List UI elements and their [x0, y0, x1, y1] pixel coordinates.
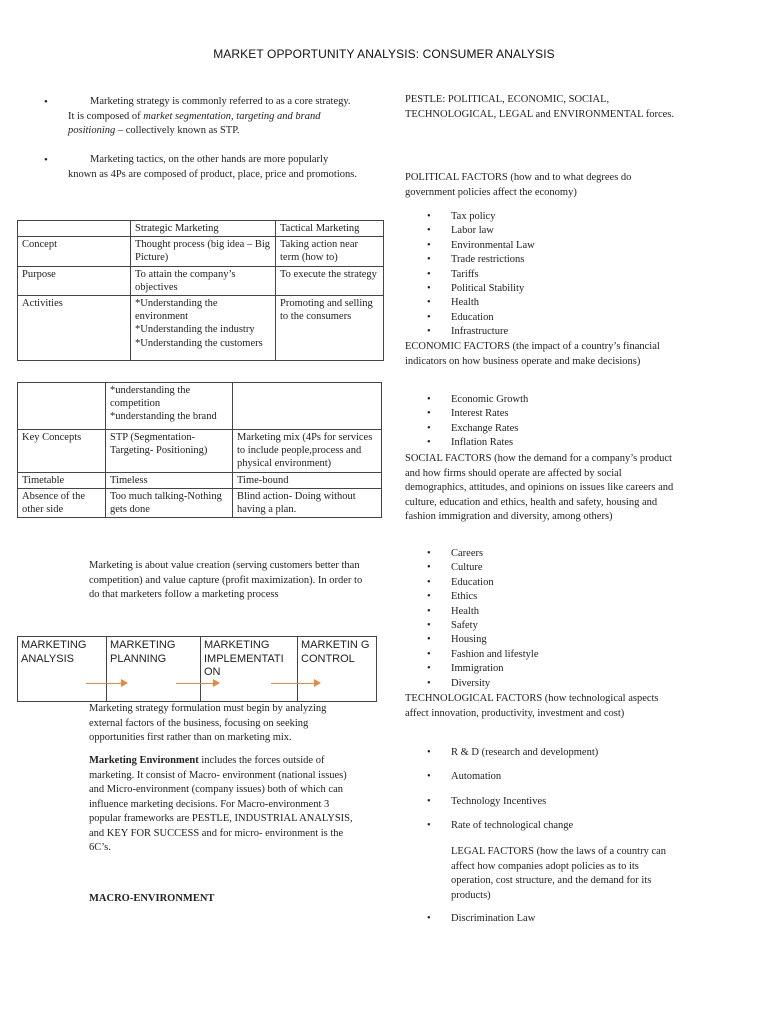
- political-list: [427, 210, 535, 340]
- economic-list: [427, 393, 528, 451]
- process-step-planning: MARKETING PLANNING: [107, 637, 201, 701]
- marketing-process-diagram: [17, 636, 377, 702]
- process-step-analysis: MARKETING ANALYSIS: [18, 637, 107, 701]
- list-item: • Infrastructure: [427, 325, 535, 339]
- table-row: [18, 383, 382, 430]
- table-cell: Timetable: [18, 472, 106, 488]
- table-cell: Purpose: [18, 266, 131, 295]
- table-cell: Strategic Marketing: [131, 221, 276, 237]
- table-cell: To attain the company’s objectives: [131, 266, 276, 295]
- table-row: [18, 430, 382, 473]
- table-row: [18, 266, 384, 295]
- table-row: [18, 237, 384, 266]
- list-item: • Tax policy: [427, 210, 535, 224]
- list-item: • Careers: [427, 547, 539, 561]
- table-cell: STP (Segmentation-Targeting- Positioning): [106, 430, 233, 473]
- strategy-tactics-table-continued: [17, 382, 382, 518]
- table-cell: Activities: [18, 296, 131, 361]
- table-header-row: [18, 221, 384, 237]
- arrow-right-icon: [271, 683, 317, 684]
- table-row: [18, 296, 384, 361]
- list-item: • Education: [427, 576, 539, 590]
- strategy-formulation-paragraph: Marketing strategy formulation must begin by analyzing external factors of the business, focusing on seeking opportunities first rather than on marketing mix.: [89, 703, 327, 743]
- page-title: MARKET OPPORTUNITY ANALYSIS: CONSUMER ANALYSIS: [213, 47, 555, 61]
- list-item: • Rate of technological change: [427, 819, 598, 833]
- arrow-right-icon: [86, 683, 124, 684]
- list-item: • Housing: [427, 633, 539, 647]
- list-item: • Discrimination Law: [427, 912, 535, 926]
- list-item: • Political Stability: [427, 282, 535, 296]
- list-item: • Ethics: [427, 590, 539, 604]
- bullet-icon: •: [44, 154, 48, 166]
- strategy-paragraph: Marketing strategy is commonly referred to as a core strategy. It is composed of market segmentation, targeting and brand positioning – collectively known as STP.: [68, 96, 351, 136]
- legal-heading: LEGAL FACTORS (how the laws of a country can affect how companies adopt policies as to its operation, cost structure, and the demand for its products): [451, 846, 667, 901]
- table-cell: Too much talking-Nothing gets done: [106, 488, 233, 517]
- bullet-icon: •: [44, 96, 48, 108]
- list-item: • Tariffs: [427, 268, 535, 282]
- list-item: • Fashion and lifestyle: [427, 648, 539, 662]
- pestle-intro: PESTLE: POLITICAL, ECONOMIC, SOCIAL, TECHNOLOGICAL, LEGAL and ENVIRONMENTAL forces.: [405, 94, 674, 120]
- table-cell: Blind action- Doing without having a plan.: [233, 488, 382, 517]
- economic-heading: ECONOMIC FACTORS (the impact of a country’s financial indicators on how business operate and make decisions): [405, 341, 660, 367]
- list-item: • Economic Growth: [427, 393, 528, 407]
- list-item: • Culture: [427, 561, 539, 575]
- tactics-paragraph: Marketing tactics, on the other hands are more popularly known as 4Ps are composed of product, place, price and promotions.: [68, 154, 357, 180]
- list-item: • R & D (research and development): [427, 746, 598, 760]
- table-cell: Key Concepts: [18, 430, 106, 473]
- list-item: • Safety: [427, 619, 539, 633]
- process-step-implementation: MARKETING IMPLEMENTATI ON: [201, 637, 298, 701]
- table-cell: [18, 221, 131, 237]
- list-item: • Health: [427, 605, 539, 619]
- social-list: [427, 547, 539, 691]
- list-item: • Education: [427, 311, 535, 325]
- list-item: • Diversity: [427, 677, 539, 691]
- legal-list: [427, 912, 535, 926]
- table-cell: Taking action near term (how to): [276, 237, 384, 266]
- table-cell: Absence of the other side: [18, 488, 106, 517]
- list-item: • Trade restrictions: [427, 253, 535, 267]
- strategy-tactics-table: [17, 220, 384, 361]
- table-cell: Thought process (big idea – Big Picture): [131, 237, 276, 266]
- environment-paragraph: Marketing Environment includes the forces outside of marketing. It consist of Macro- environment (national issues) and Micro-environment (company issues) both of which can influence marketing decisions. For Macro-environment 3 popular frameworks are PESTLE, INDUSTRIAL ANALYSIS, and KEY FOR SUCCESS and for micro- environment is the 6C’s.: [89, 755, 353, 853]
- technological-list: [427, 746, 598, 834]
- list-item: • Technology Incentives: [427, 795, 598, 809]
- social-heading: SOCIAL FACTORS (how the demand for a company’s product and how firms should operate are affected by social demographics, attitudes, and opinions on issues like careers and culture, education and ethics, health and safety, housing and fashion immigration and diversity, among others): [405, 453, 674, 522]
- list-item: • Health: [427, 296, 535, 310]
- table-cell: To execute the strategy: [276, 266, 384, 295]
- process-step-control: MARKETIN G CONTROL: [301, 639, 370, 665]
- list-item: • Inflation Rates: [427, 436, 528, 450]
- table-cell: Timeless: [106, 472, 233, 488]
- list-item: • Interest Rates: [427, 407, 528, 421]
- list-item: • Exchange Rates: [427, 422, 528, 436]
- table-cell: Marketing mix (4Ps for services to include people,process and physical environment): [233, 430, 382, 473]
- technological-heading: TECHNOLOGICAL FACTORS (how technological aspects affect innovation, productivity, investment and cost): [405, 693, 659, 719]
- list-item: • Immigration: [427, 662, 539, 676]
- table-cell: Tactical Marketing: [276, 221, 384, 237]
- table-row: [18, 472, 382, 488]
- table-cell: Concept: [18, 237, 131, 266]
- table-cell: [233, 383, 382, 430]
- list-item: • Automation: [427, 770, 598, 784]
- list-item: • Environmental Law: [427, 239, 535, 253]
- table-cell: *understanding the competition *understanding the brand: [106, 383, 233, 430]
- value-paragraph: Marketing is about value creation (serving customers better than competition) and value capture (profit maximization). In order to do that marketers follow a marketing process: [89, 560, 363, 600]
- list-item: • Labor law: [427, 224, 535, 238]
- table-cell: Promoting and selling to the consumers: [276, 296, 384, 361]
- table-row: [18, 488, 382, 517]
- arrow-right-icon: [176, 683, 216, 684]
- table-cell: *Understanding the environment *Understanding the industry *Understanding the customers: [131, 296, 276, 361]
- table-cell: [18, 383, 106, 430]
- macro-environment-heading: MACRO-ENVIRONMENT: [89, 893, 215, 904]
- table-cell: Time-bound: [233, 472, 382, 488]
- political-heading: POLITICAL FACTORS (how and to what degrees do government policies affect the economy): [405, 172, 632, 198]
